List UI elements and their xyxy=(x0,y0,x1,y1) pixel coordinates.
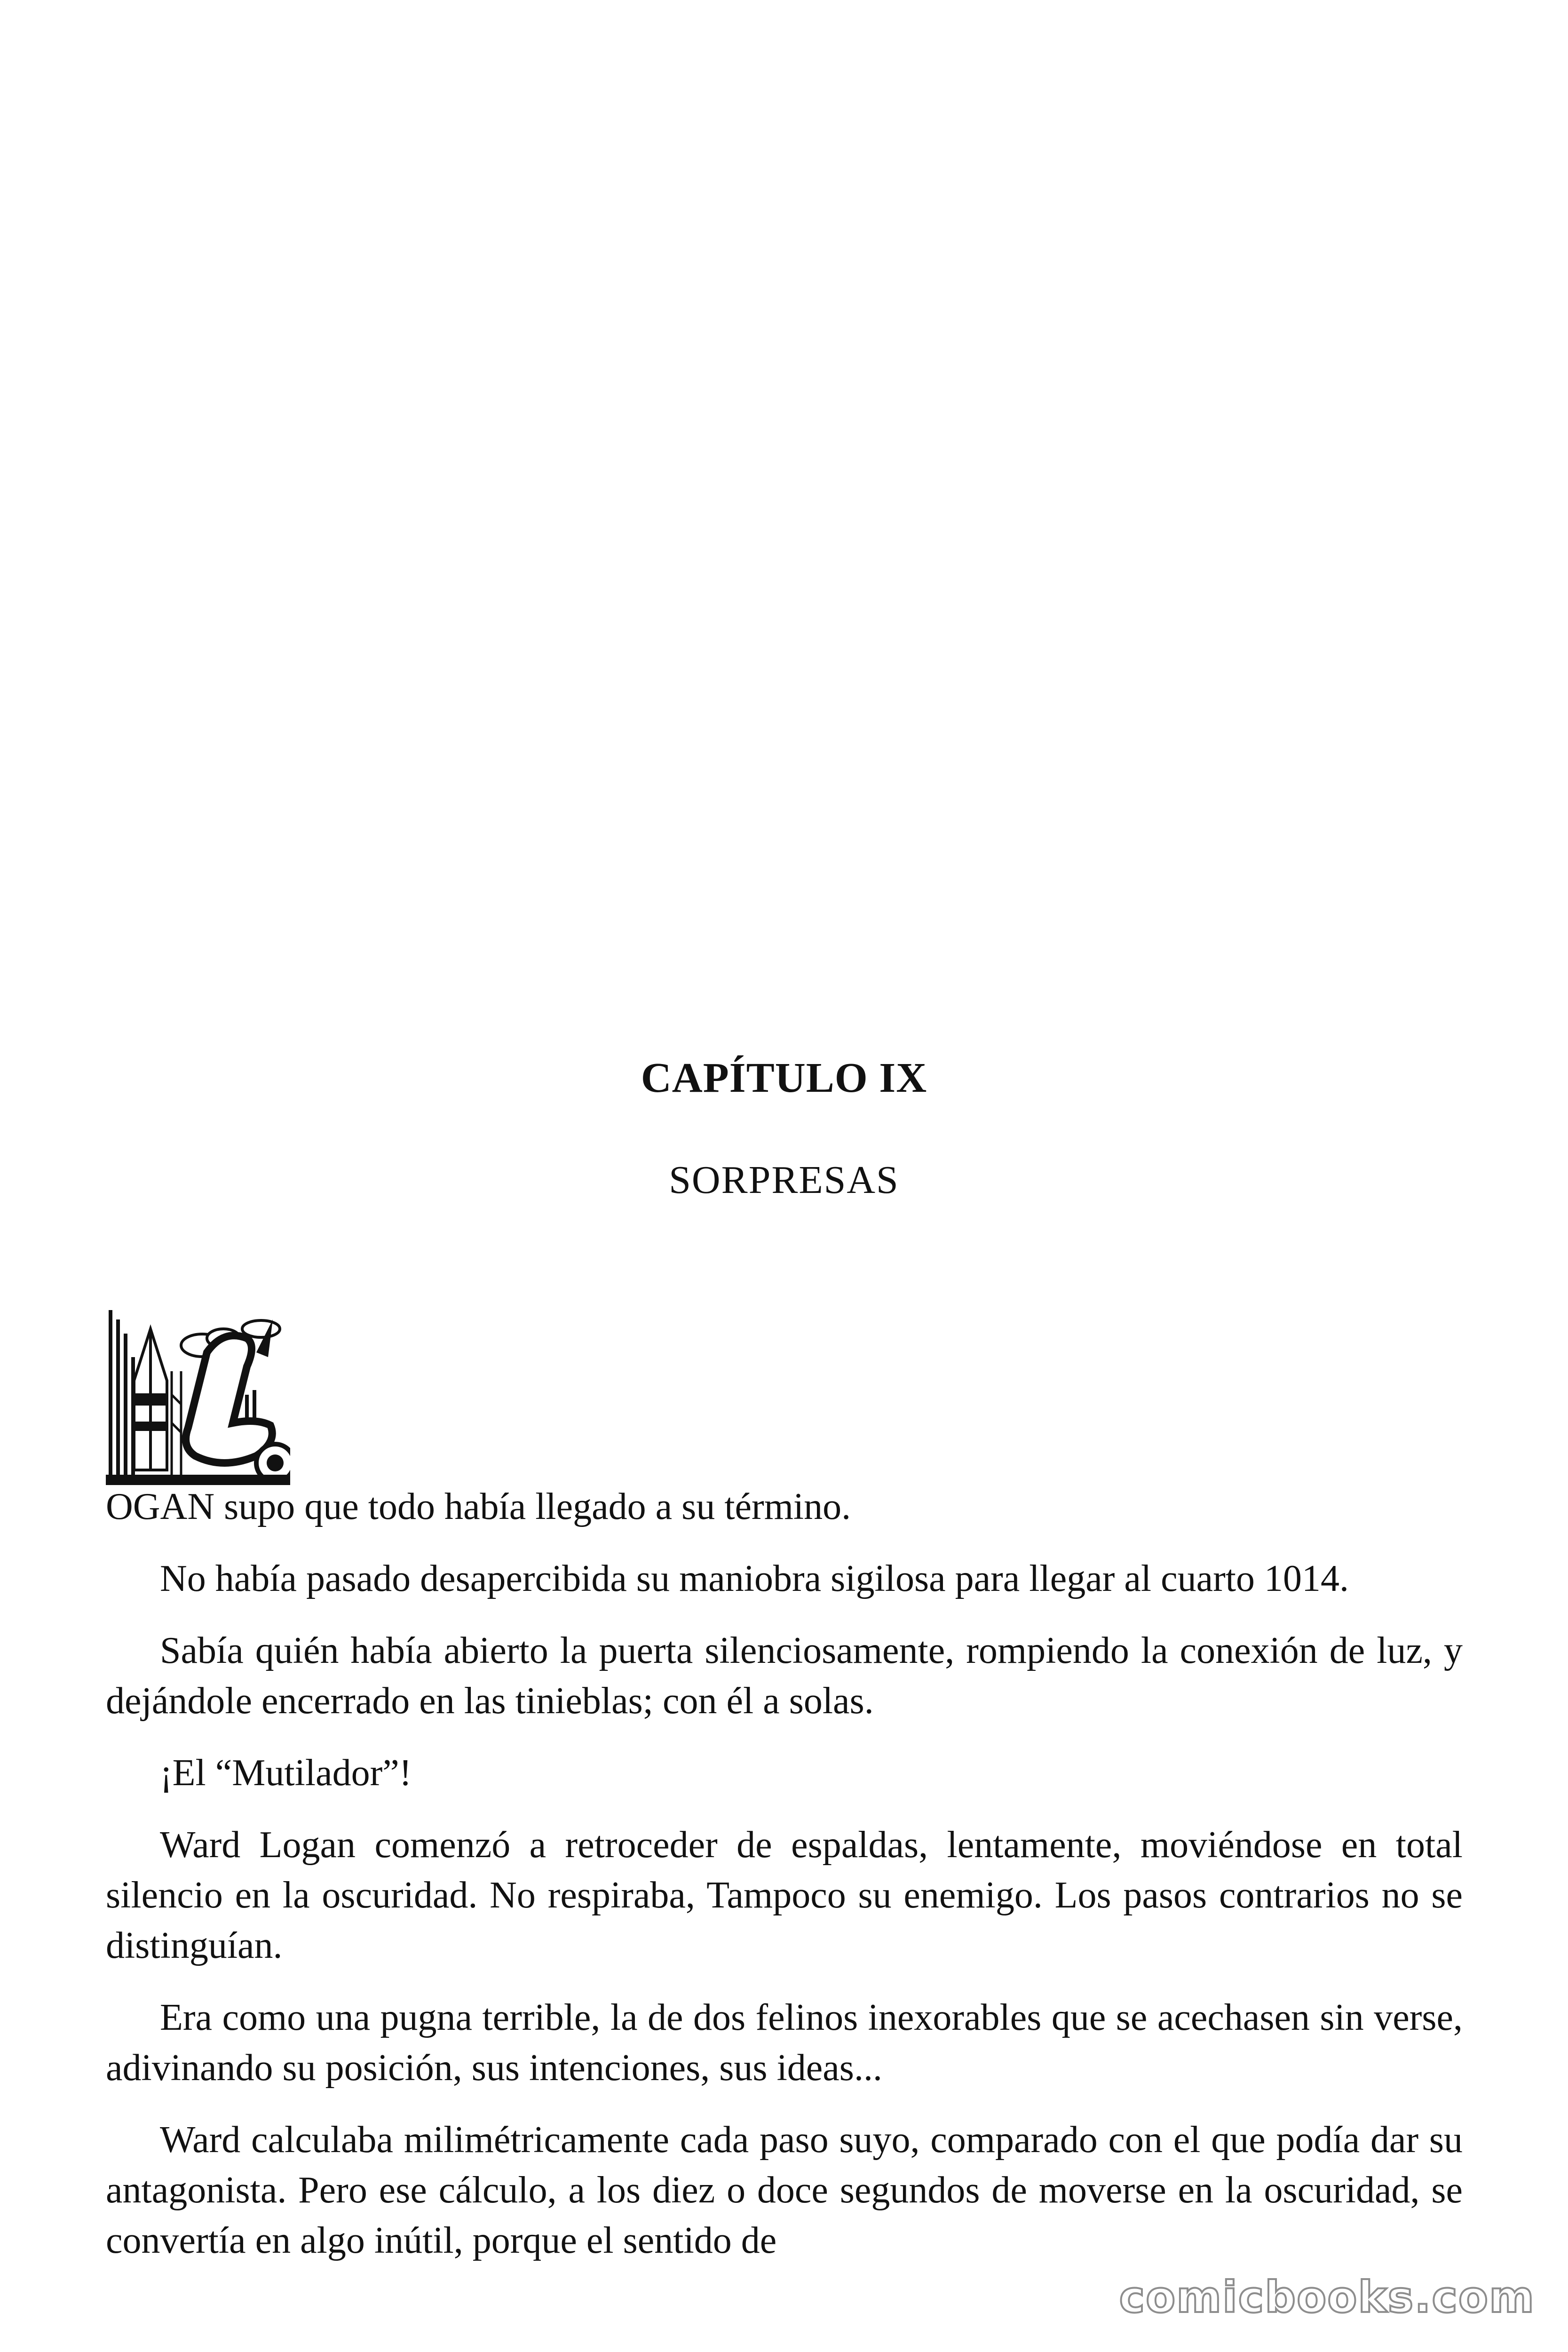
paragraph: OGAN supo que todo había llegado a su término. xyxy=(106,1486,851,1527)
paragraph: No había pasado desapercibida su maniobra sigilosa para llegar al cuarto 1014. xyxy=(160,1558,1349,1599)
chapter-subtitle: SORPRESAS xyxy=(669,1158,899,1202)
paragraph: Sabía quién había abierto la puerta silenciosamente, rompiendo la conexión de luz, y dejándole encerrado en las tinieblas; con él a solas. xyxy=(106,1630,1463,1722)
paragraph: Era como una pugna terrible, la de dos felinos inexorables que se acechasen sin verse, adivinando su posición, sus intenciones, sus ideas... xyxy=(106,1997,1463,2089)
rocket-launch-illustration-icon xyxy=(106,1301,290,1485)
watermark: comicbooks.com xyxy=(1119,2272,1535,2322)
paragraph: ¡El “Mutilador”! xyxy=(160,1752,412,1794)
paragraph: Ward calculaba milimétricamente cada paso suyo, comparado con el que podía dar su antagonista. Pero ese cálculo, a los diez o doce segundos de moverse en la oscuridad, se convertía en algo inútil, porque el sentido de xyxy=(106,2119,1463,2261)
chapter-title: CAPÍTULO IX xyxy=(641,1055,927,1101)
chapter-body-text xyxy=(106,1482,1463,2288)
paragraph: Ward Logan comenzó a retroceder de espaldas, lentamente, moviéndose en total silencio en la oscuridad. No respiraba, Tampoco su enemigo. Los pasos contrarios no se distinguían. xyxy=(106,1824,1463,1966)
